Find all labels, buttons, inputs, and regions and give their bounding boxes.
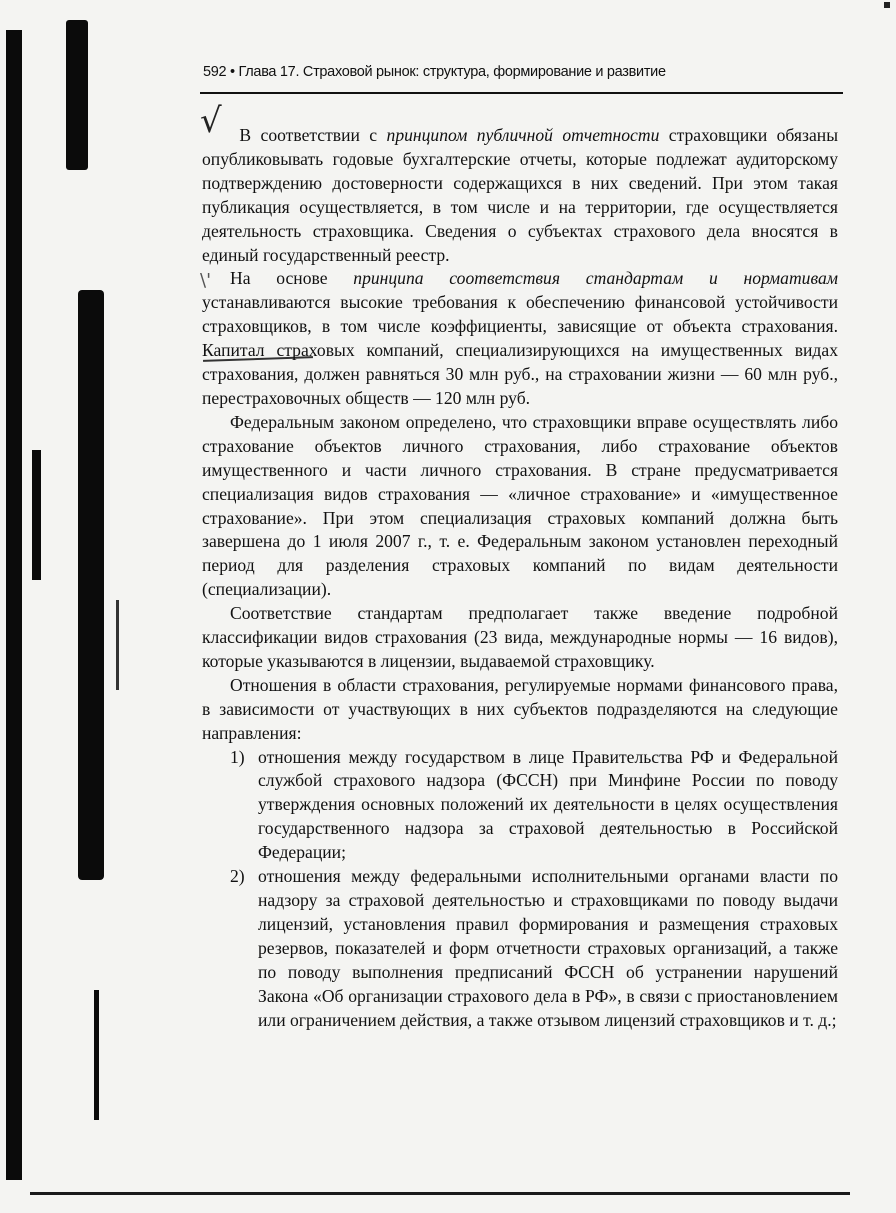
- scan-shadow: [78, 290, 104, 880]
- body-text: [202, 124, 838, 1032]
- paragraph: Федеральным законом определено, что страховщики вправе осуществлять либо страхование объектов личного страхования, либо страхование объектов имущественного и части личного страхования. В стране предусматривается специализация видов страхования — «личное страхование» и «имущественное страхование». При этом специализация страховых компаний должна быть завершена до 1 июля 2007 г., т. е. Федеральным законом установлен переходный период для разделения страховых компаний по видам деятельности (специализации).: [202, 411, 838, 600]
- check-mark-icon: √: [200, 101, 222, 141]
- list-item: [202, 865, 838, 1032]
- scan-speck: [884, 2, 890, 8]
- paragraph: Соответствие стандартам предполагает также введение подробной классификации видов страхования (23 вида, международные нормы — 16 видов), которые указываются в лицензии, выдаваемой страховщику.: [202, 603, 838, 671]
- list-item-text: отношения между федеральными исполнительными органами власти по надзору за страховой деятельностью и страховщиками по поводу выдачи лицензий, установления правил формирования и размещения страховых резервов, показателей и форм отчетности страховых организаций, а также по поводу выполнения предписаний ФССН об устранении нарушений Закона «Об организации страхового дела в РФ», в связи с приостановлением или ограничением действия, а также отзывом лицензий страховщиков и т. д.;: [258, 866, 838, 1030]
- scan-shadow: [6, 30, 22, 1180]
- running-header: 592 • Глава 17. Страховой рынок: структура, формирование и развитие: [203, 64, 666, 80]
- list-number: 1): [230, 746, 245, 767]
- paragraph: В соответствии с принципом публичной отчетности страховщики обязаны опубликовывать годовые бухгалтерские отчеты, которые подлежат аудиторскому подтверждению достоверности содержащихся в них сведений. При этом такая публикация осуществляется, в том числе и на территории, где осуществляется деятельность страховщика. Сведения о субъектах страхового дела вносятся в единый государственный реестр.: [202, 125, 839, 265]
- scan-shadow: [116, 600, 119, 690]
- list-number: 2): [230, 866, 245, 887]
- scan-shadow: [32, 450, 41, 580]
- header-rule: [200, 92, 843, 94]
- scan-shadow: [66, 20, 88, 170]
- bottom-scan-edge: [30, 1192, 850, 1195]
- list-item: [202, 746, 838, 866]
- list-item-text: отношения между государством в лице Правительства РФ и Федеральной службой страхового надзора (ФССН) при Минфине России по поводу утверждения основных положений их деятельности в целях осуществления государственного надзора за страховой деятельностью в Российской Федерации;: [258, 746, 838, 863]
- check-mark-icon: \': [200, 270, 212, 291]
- scan-shadow: [94, 990, 99, 1120]
- paragraph: Отношения в области страхования, регулируемые нормами финансового права, в зависимости от участвующих в них субъектов подразделяются на следующие направления:: [202, 674, 838, 743]
- paragraph: На основе принципа соответствия стандартам и нормативам устанавливаются высокие требования к обеспечению финансовой устойчивости страховщиков, в том числе коэффициенты, зависящие от объекта страхования. Капитал страховых компаний, специализирующихся на имущественных видах страхования, должен равняться 30 млн руб., на страховании жизни — 60 млн руб., перестраховочных обществ — 120 млн руб.: [202, 268, 838, 408]
- numbered-list: [202, 746, 838, 1033]
